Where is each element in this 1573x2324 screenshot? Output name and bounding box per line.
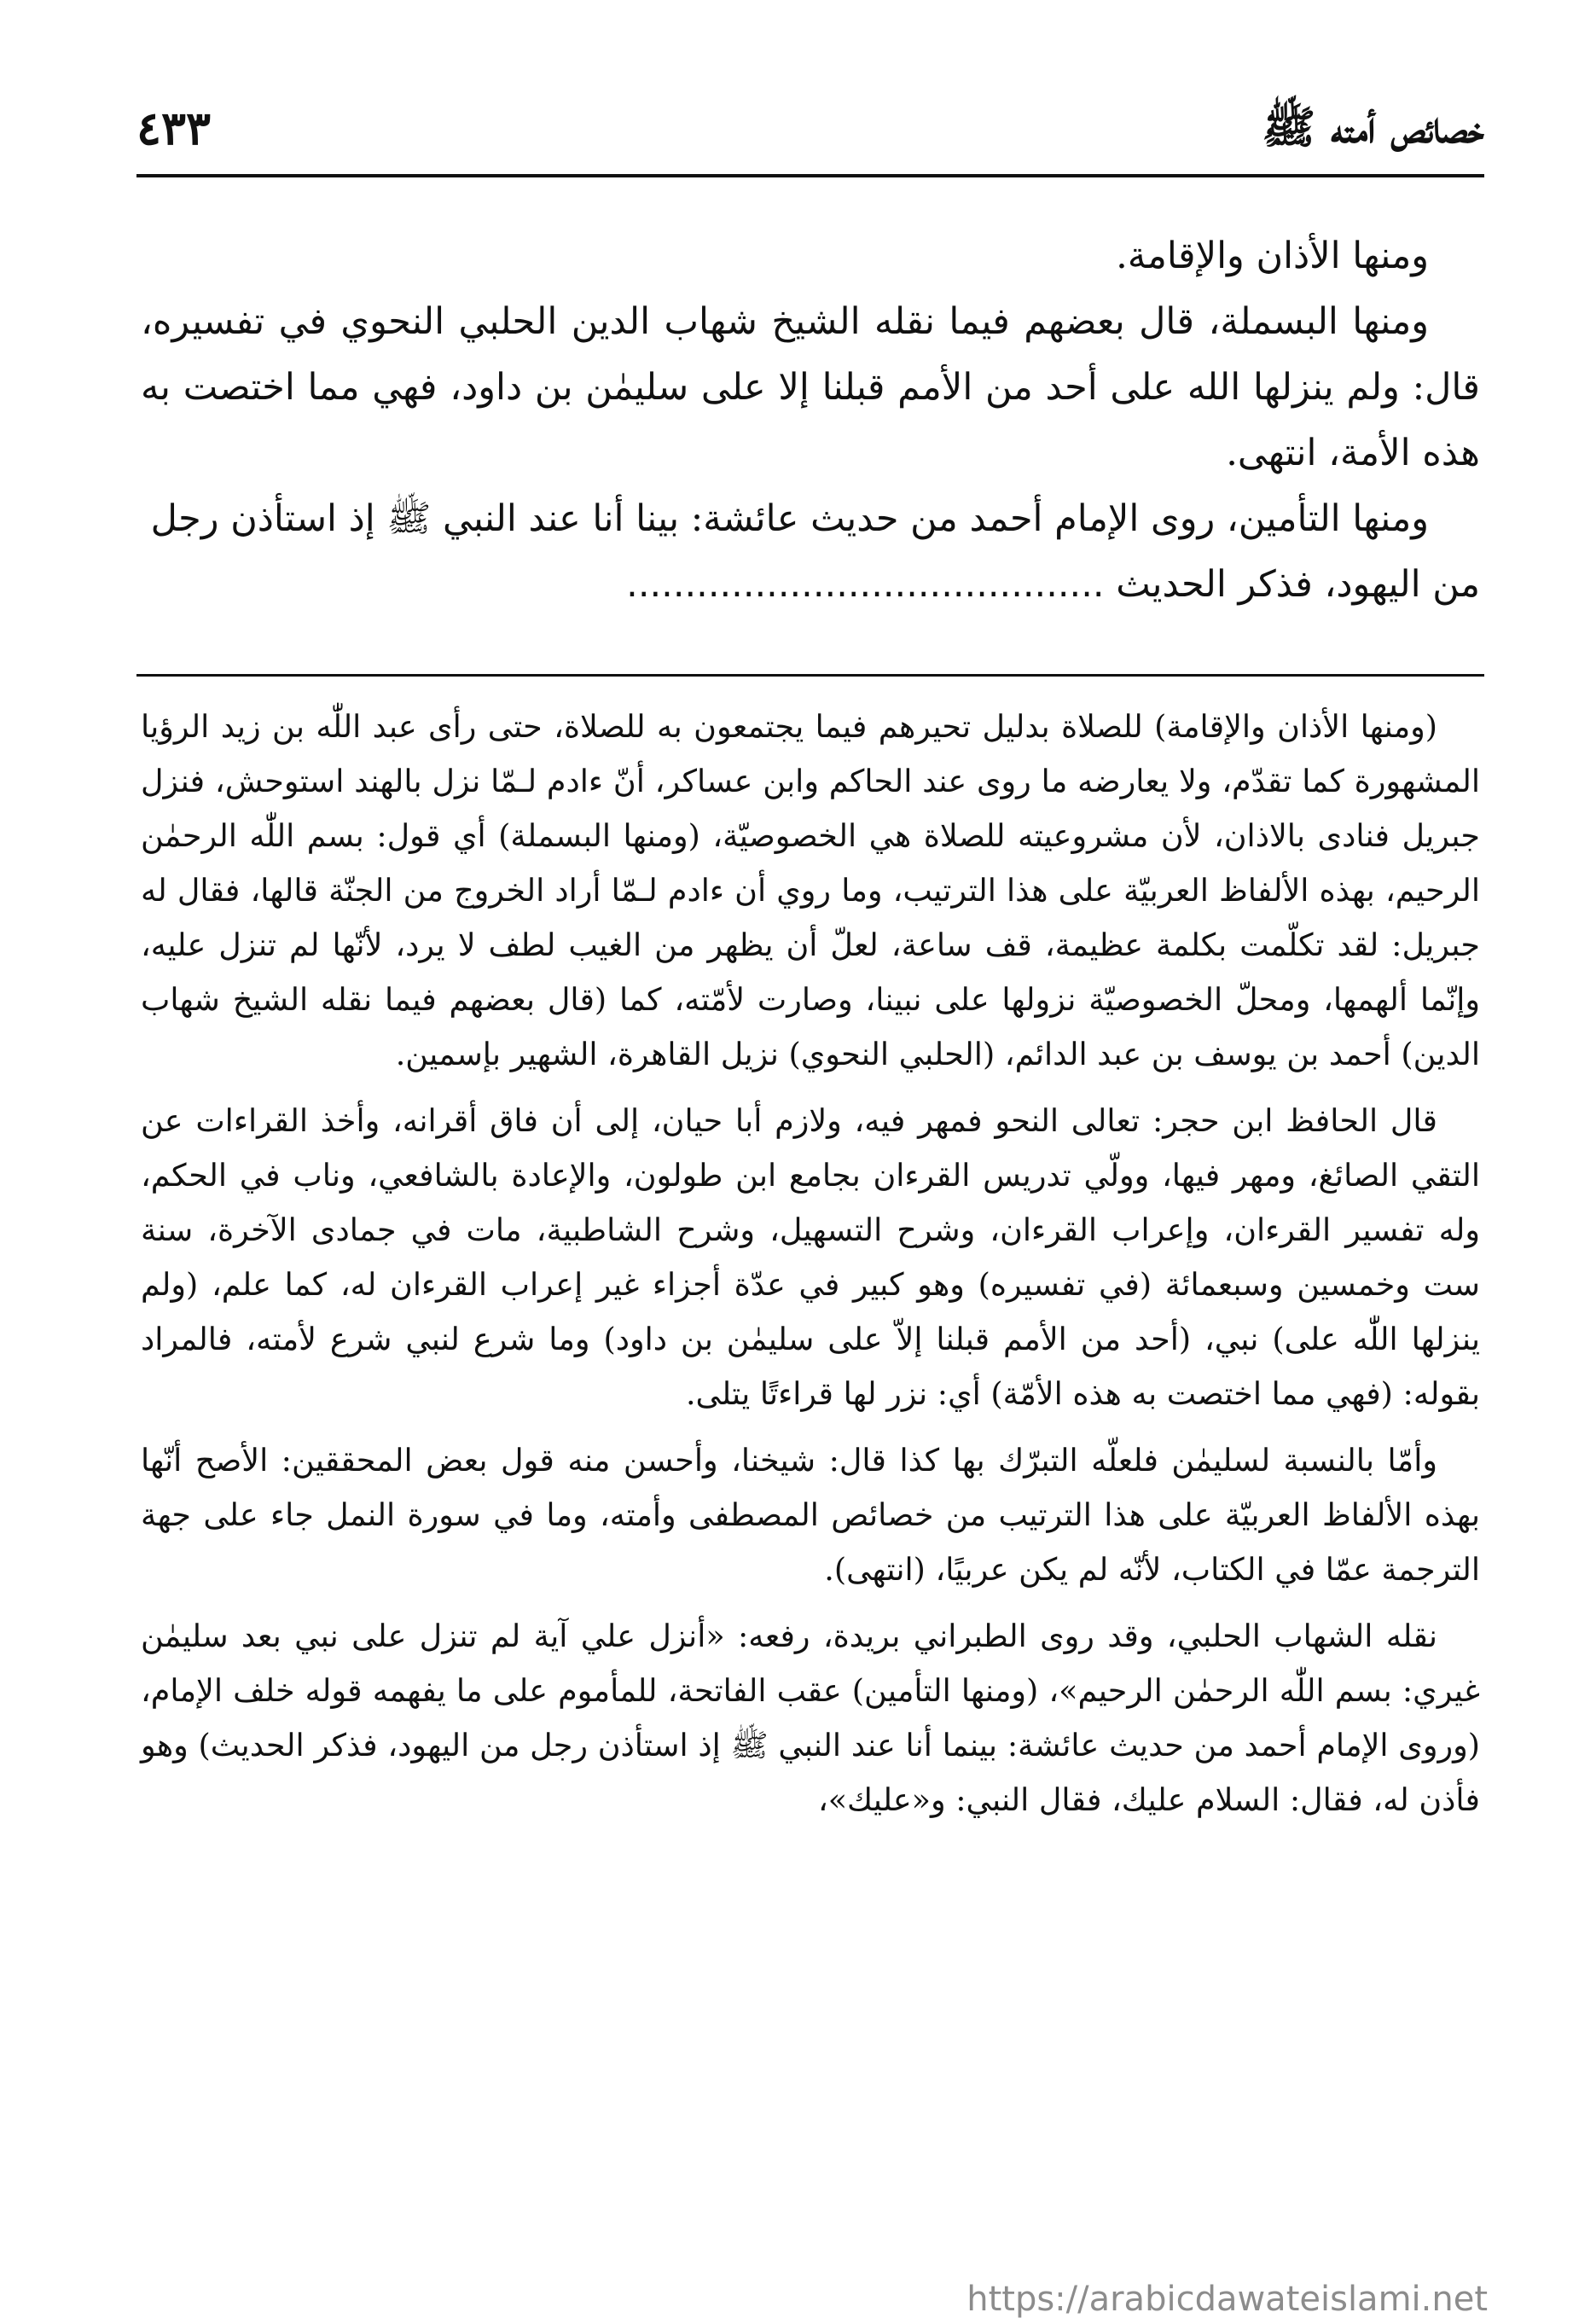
commentary-text (141, 700, 1480, 1839)
main-paragraph-text: ومنها التأمين، روى الإمام أحمد من حديث عائشة: بينا أنا عند النبي ﷺ إذ استأذن رجل من اليهود، فذكر الحديث (150, 497, 1480, 606)
commentary-paragraph: نقله الشهاب الحلبي، وقد روى الطبراني بريدة، رفعه: «أنزل علي آية لم تنزل على نبي بعد سليمٰن غيري: بسم اللّٰه الرحمٰن الرحيم»، (ومنها التأمين) عقب الفاتحة، للمأموم على ما يفهمه قوله خلف الإمام، (وروى الإمام أحمد من حديث عائشة: بينما أنا عند النبي ﷺ إذ استأذن رجل من اليهود، فذكر الحديث) وهو فأذن له، فقال: السلام عليك، فقال النبي: و«عليك»، (141, 1618, 1480, 1818)
commentary-paragraph: (ومنها الأذان والإقامة) للصلاة بدليل تحيرهم فيما يجتمعون به للصلاة، حتى رأى عبد اللّٰه بن زيد الرؤيا المشهورة كما تقدّم، ولا يعارضه ما روى عند الحاكم وابن عساكر، أنّ ءادم لـمّا نزل بالهند استوحش، فنزل جبريل فنادى بالاذان، لأن مشروعيته للصلاة هي الخصوصيّة، (ومنها البسملة) أي قول: بسم اللّٰه الرحمٰن الرحيم، بهذه الألفاظ العربيّة على هذا الترتيب، وما روي أن ءادم لـمّا أراد الخروج من الجنّة قالها، فقال له جبريل: لقد تكلّمت بكلمة عظيمة، قف ساعة، لعلّ أن يظهر من الغيب لطف لا يرد، لأنّها لم تنزل عليه، وإنّما ألهمها، ومحلّ الخصوصيّة نزولها على نبينا، وصارت لأمّته، كما (قال بعضهم فيما نقله الشيخ شهاب الدين) أحمد بن يوسف بن عبد الدائم، (الحلبي النحوي) نزيل القاهرة، الشهير بإسمين. (141, 708, 1480, 1072)
commentary-paragraph: وأمّا بالنسبة لسليمٰن فلعلّه التبرّك بها كذا قال: شيخنا، وأحسن منه قول بعض المحققين: الأصح أنّها بهذه الألفاظ العربيّة على هذا الترتيب من خصائص المصطفى وأمته، وما في سورة النمل جاء على جهة الترجمة عمّا في الكتاب، لأنّه لم يكن عربيًا، (انتهى). (141, 1442, 1480, 1588)
running-title: خصائص أمته ﷺ (1262, 102, 1484, 154)
commentary-paragraph: قال الحافظ ابن حجر: تعالى النحو فمهر فيه، ولازم أبا حيان، إلى أن فاق أقرانه، وأخذ القراءات عن التقي الصائغ، ومهر فيها، وولّي تدريس القرءان بجامع ابن طولون، والإعادة بالشافعي، وناب في الحكم، وله تفسير القرءان، وإعراب القرءان، وشرح التسهيل، وشرح الشاطبية، مات في جمادى الآخرة، سنة ست وخمسين وسبعمائة (في تفسيره) وهو كبير في عدّة أجزاء غير إعراب القرءان له، كما علم، (ولم ينزلها اللّٰه على) نبي، (أحد من الأمم قبلنا إلاّ على سليمٰن بن داود) وما شرع لنبي شرع لأمته، فالمراد بقوله: (فهي مما اختصت به هذه الأمّة) أي: نزر لها قراءتًا يتلى. (141, 1102, 1480, 1412)
main-paragraph (141, 486, 1480, 618)
main-paragraph: ومنها البسملة، قال بعضهم فيما نقله الشيخ شهاب الدين الحلبي النحوي في تفسيره، قال: ولم ينزلها الله على أحد من الأمم قبلنا إلا على سليمٰن بن داود، فهي مما اختصت به هذه الأمة، انتهى. (141, 300, 1480, 474)
ellipsis-dots: ......................................... (626, 563, 1105, 606)
header-rule (136, 174, 1484, 177)
main-paragraph: ومنها الأذان والإقامة. (1116, 235, 1429, 277)
main-text (141, 224, 1480, 618)
watermark-url: https://arabicdawateislami.net (966, 2280, 1488, 2319)
page-header (136, 101, 1484, 169)
footnote-separator (136, 674, 1484, 677)
page-number: ٤٣٣ (136, 101, 212, 155)
